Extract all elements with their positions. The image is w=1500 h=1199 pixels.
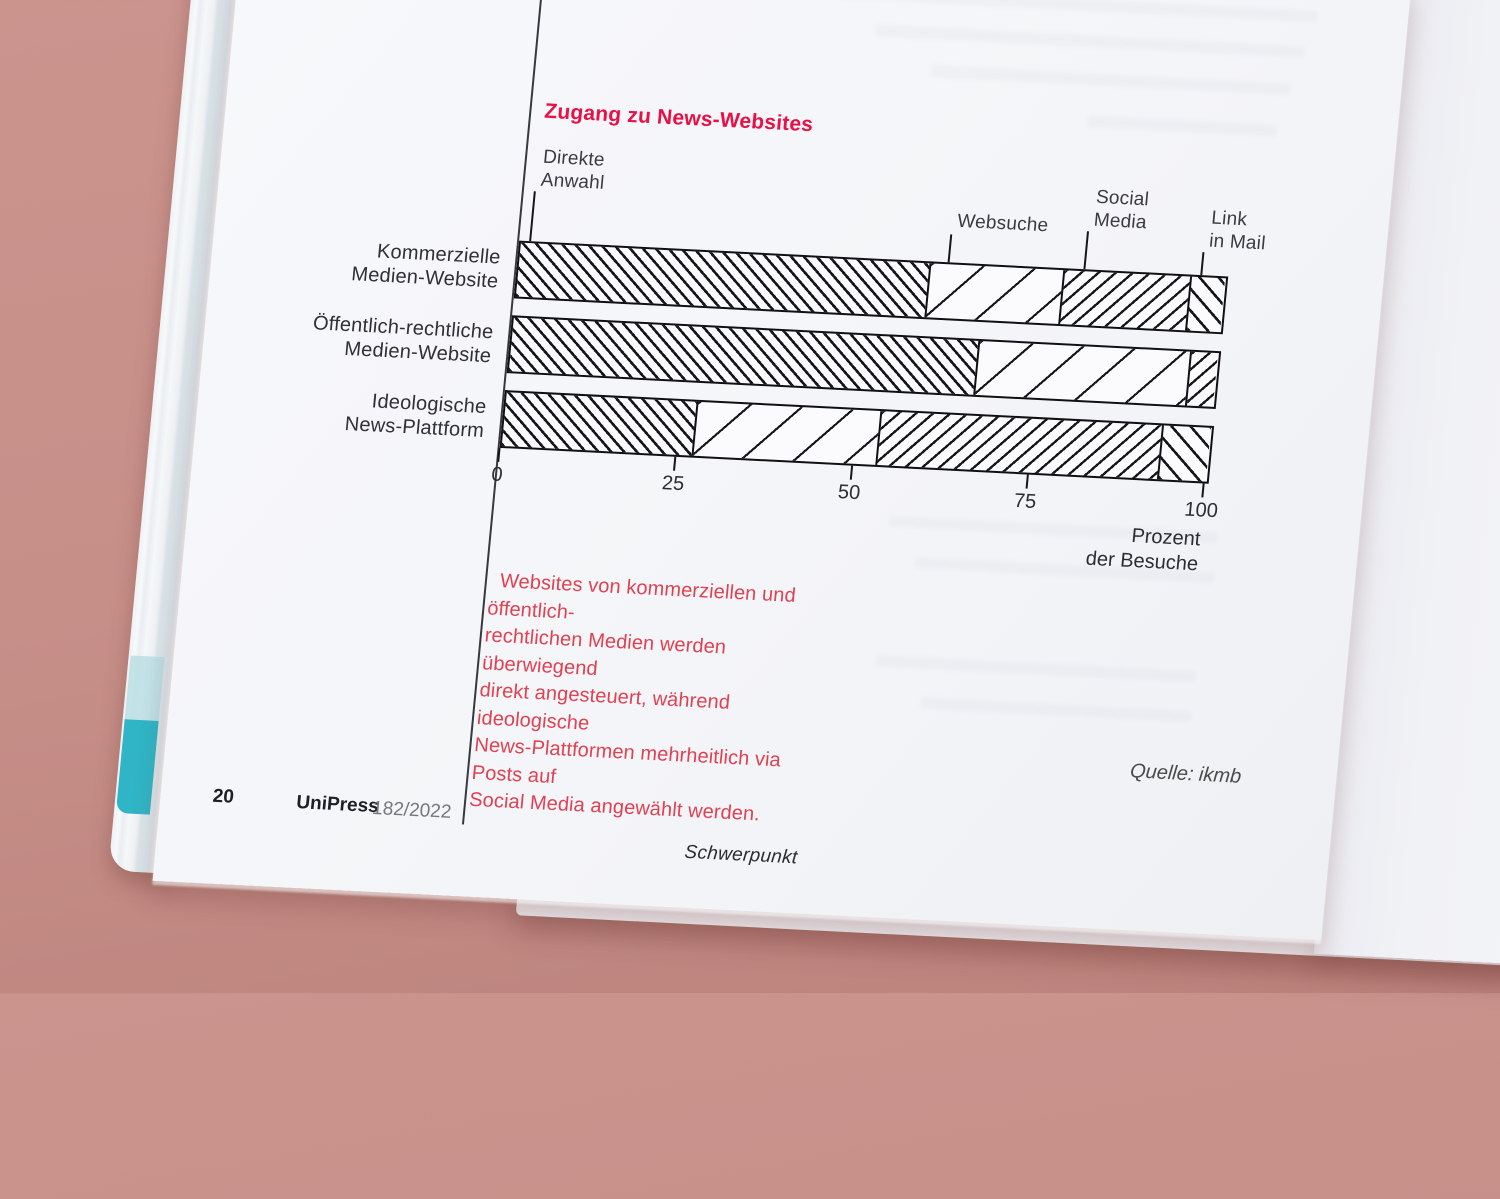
showthrough-text xyxy=(875,24,1306,58)
bar-segment-social-media xyxy=(875,411,1162,479)
bar-segment-websuche xyxy=(974,341,1190,406)
axis-caption xyxy=(991,517,1201,577)
magazine-page xyxy=(153,0,1412,940)
caption-line: News-Plattformen mehrheitlich via Posts auf xyxy=(470,733,782,788)
issue-number: 182/2022 xyxy=(371,797,453,823)
caption-line: rechtlichen Medien werden überwiegend xyxy=(481,624,728,680)
magazine-name: UniPress xyxy=(295,792,380,818)
series-callout-label-line: Anwahl xyxy=(539,169,606,194)
showthrough-text xyxy=(875,655,1196,682)
category-label xyxy=(233,383,487,443)
category-label-line: Medien-Website xyxy=(343,337,493,368)
series-callout-label xyxy=(540,146,608,195)
page-number: 20 xyxy=(211,785,235,808)
bar-segment-websuche xyxy=(924,263,1063,324)
bar-row xyxy=(500,390,1215,484)
bar-segment-link-in-mail xyxy=(1185,277,1225,333)
showthrough-text xyxy=(1087,115,1278,137)
series-callout-tick xyxy=(947,234,952,262)
caption-line: Social Media angewählt werden. xyxy=(468,788,761,826)
axis-tick xyxy=(673,457,676,471)
category-label-line: Medien-Website xyxy=(350,263,500,293)
showthrough-text xyxy=(798,0,1318,23)
category-label-line: Kommerzielle xyxy=(376,240,502,269)
series-callout-label xyxy=(1208,207,1269,256)
bar-segment-direkte-anwahl xyxy=(502,392,697,455)
showthrough-text xyxy=(931,65,1292,95)
category-label-line: Öffentlich-rechtliche xyxy=(312,312,495,344)
axis-caption-line: der Besuche xyxy=(1084,547,1200,576)
axis-tick-label: 25 xyxy=(660,472,686,496)
series-callout-label-line: Media xyxy=(1092,209,1148,234)
category-label xyxy=(247,233,501,293)
bar-segment-link-in-mail xyxy=(1157,425,1211,481)
axis-tick-label: 100 xyxy=(1183,498,1219,523)
bar-segment-social-media xyxy=(1058,270,1190,330)
source-note: Quelle: ikmb xyxy=(1129,760,1243,788)
bar-segment-websuche xyxy=(692,402,880,465)
axis-tick-label: 50 xyxy=(836,481,862,505)
category-label-line: News-Plattform xyxy=(343,413,486,443)
bookmark-stripe-light xyxy=(124,655,164,722)
axis-tick xyxy=(849,466,852,480)
caption-line: Websites von kommerziellen und öffentlich- xyxy=(486,570,797,624)
series-callout-label-line: Direkte xyxy=(542,146,606,171)
axis-tick-label: 0 xyxy=(490,463,504,486)
bar-segment-direkte-anwahl xyxy=(516,243,929,317)
axis-tick xyxy=(1025,475,1028,489)
chart-title: Zugang zu News-Websites xyxy=(543,99,815,137)
bookmark-stripe-cyan xyxy=(116,719,159,814)
chart-caption xyxy=(468,568,851,833)
section-label: Schwerpunkt xyxy=(683,841,799,869)
showthrough-text xyxy=(921,698,1192,723)
series-callout-tick xyxy=(529,191,536,241)
bar-segment-social-media xyxy=(1185,352,1218,407)
series-callout-label xyxy=(956,210,1049,238)
axis-caption-line: Prozent xyxy=(1130,524,1202,551)
axis-tick xyxy=(1201,483,1204,497)
caption-line: direkt angesteuert, während ideologische xyxy=(476,679,732,735)
series-callout-label-line: Link xyxy=(1210,207,1249,231)
series-callout-tick xyxy=(1200,252,1204,275)
series-callout-label xyxy=(1093,186,1150,235)
category-label xyxy=(240,308,494,368)
bar-segment-direkte-anwahl xyxy=(509,317,979,394)
axis-tick-label: 75 xyxy=(1012,489,1038,514)
series-callout-label-line: Websuche xyxy=(956,210,1050,237)
category-label-line: Ideologische xyxy=(370,390,488,419)
axis-tick xyxy=(497,448,500,462)
series-callout-label-line: Social xyxy=(1095,186,1150,211)
series-callout-tick xyxy=(1083,231,1089,269)
series-callout-label-line: in Mail xyxy=(1208,230,1267,255)
